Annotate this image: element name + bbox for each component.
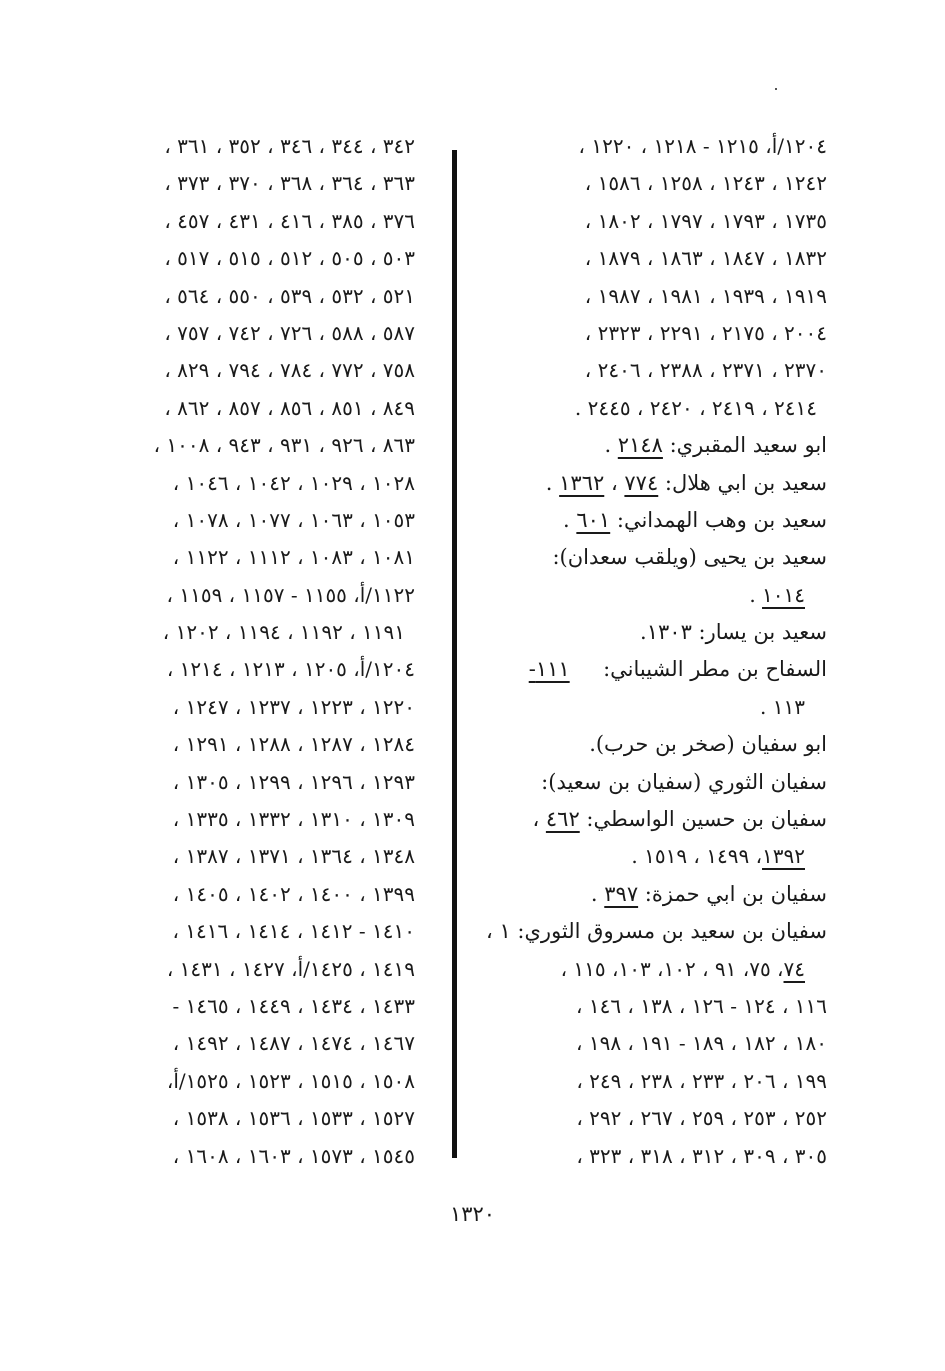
index-line: ٢٠٠٤ ، ٢١٧٥ ، ٢٢٩١ ، ٢٣٢٣ ،: [584, 320, 827, 345]
index-line: ١٥٤٥ ، ١٥٧٣ ، ١٦٠٣ ، ١٦٠٨ ،: [172, 1143, 415, 1168]
index-line: ٥٨٧ ، ٥٨٨ ، ٧٢٦ ، ٧٤٢ ، ٧٥٧ ،: [164, 320, 415, 345]
index-line: ١٩٩ ، ٢٠٦ ، ٢٣٣ ، ٢٣٨ ، ٢٤٩ ،: [576, 1068, 827, 1093]
index-line: ١٥٠٨ ، ١٥١٥ ، ١٥٢٣ ، ١٥٢٥/أ،: [166, 1068, 415, 1093]
index-line: ١٠٨١ ، ١٠٨٣ ، ١١١٢ ، ١١٢٢ ،: [172, 545, 415, 570]
index-line: ١٨٠ ، ١٨٢ ، ١٨٩ - ١٩١ ، ١٩٨ ،: [576, 1031, 827, 1056]
index-line: ١٧٣٥ ، ١٧٩٣ ، ١٧٩٧ ، ١٨٠٢ ،: [584, 208, 827, 233]
ref-list: ، ٧٥، ٩١ ، ١٠٢، ١٠٣، ١١٥ ،: [560, 956, 784, 981]
index-line: ١٨٣٢ ، ١٨٤٧ ، ١٨٦٣ ، ١٨٧٩ ،: [584, 246, 827, 271]
entry-said-wahb: سعيد بن وهب الهمداني: ٦٠١ .: [563, 507, 827, 532]
index-line: ١٢٤٢ ، ١٢٤٣ ، ١٢٥٨ ، ١٥٨٦ ،: [584, 171, 827, 196]
index-line: ١١٩١ ، ١١٩٢ ، ١١٩٤ ، ١٢٠٢ ،: [162, 620, 405, 645]
index-line: ٣٧٦ ، ٣٨٥ ، ٤١٦ ، ٤٣١ ، ٤٥٧ ،: [164, 208, 415, 233]
entry-said-abi-hilal: سعيد بن ابي هلال: ٧٧٤ ، ١٣٦٢ .: [545, 470, 827, 495]
underlined-ref: ١٠١٤: [762, 582, 805, 607]
index-line: ١٤١٠ - ١٤١٢ ، ١٤١٤ ، ١٤١٦ ،: [172, 919, 415, 944]
entry-sufyan-thawri: سفيان الثوري (سفيان بن سعيد):: [541, 769, 827, 794]
index-line: ١٤١٩ ، ١٤٢٥/أ، ١٤٢٧ ، ١٤٣١ ،: [166, 956, 415, 981]
index-line: ١٢٩٣ ، ١٢٩٦ ، ١٢٩٩ ، ١٣٠٥ ،: [172, 769, 415, 794]
underlined-ref: ١٣٦٢: [559, 470, 605, 495]
underlined-ref: ٤٦٢: [545, 807, 580, 832]
entry-name: سفيان بن ابي حمزة:: [638, 881, 827, 906]
entry-saffah-cont: ١١٣ .: [760, 694, 805, 719]
underlined-ref: ٣٩٧: [604, 881, 639, 906]
column-divider: [452, 150, 457, 1158]
index-line: ١٤٣٣ ، ١٤٣٤ ، ١٤٤٩ ، ١٤٦٥ -: [172, 993, 415, 1018]
underlined-ref: ٧٧٤: [624, 470, 659, 495]
index-line: ٣٤٢ ، ٣٤٤ ، ٣٤٦ ، ٣٥٢ ، ٣٦١ ،: [164, 134, 415, 158]
index-line: ١٣٤٨ ، ١٣٦٤ ، ١٣٧١ ، ١٣٨٧ ،: [172, 844, 415, 869]
entry-saffah: [467, 651, 827, 688]
entry-name: سفيان بن حسين الواسطي:: [579, 807, 827, 832]
index-line: ١٠٢٨ ، ١٠٢٩ ، ١٠٤٢ ، ١٠٤٦ ،: [172, 470, 415, 495]
index-line: ١١٦ ، ١٢٤ - ١٢٦ ، ١٣٨ ، ١٤٦ ،: [576, 993, 827, 1018]
right-column: [467, 128, 827, 1175]
underlined-ref: ١٣٩٢: [762, 844, 805, 869]
entry-sufyan-wasiti-cont: [467, 838, 827, 875]
index-line: ٨٦٣ ، ٩٢٦ ، ٩٣١ ، ٩٤٣ ، ١٠٠٨ ،: [153, 433, 415, 458]
underlined-ref: ٧٤: [783, 956, 805, 981]
entry-said-maqburi: ابو سعيد المقبري: ٢١٤٨ .: [604, 433, 827, 458]
underlined-ref: ٢١٤٨: [617, 433, 663, 458]
entry-said-yahya: سعيد بن يحيى (ويلقب سعدان):: [552, 545, 827, 570]
entry-sufyan-masruq-cont: [467, 951, 827, 988]
index-line: ١٤٦٧ ، ١٤٧٤ ، ١٤٨٧ ، ١٤٩٢ ،: [172, 1031, 415, 1056]
index-line: ٢٥٢ ، ٢٥٣ ، ٢٥٩ ، ٢٦٧ ، ٢٩٢ ،: [576, 1106, 827, 1131]
entry-name: سعيد بن وهب الهمداني:: [610, 507, 827, 532]
entry-said-yasar: سعيد بن يسار: ١٣٠٣.: [640, 620, 827, 645]
entry-abu-sufyan: ابو سفيان (صخر بن حرب).: [589, 732, 827, 757]
entry-name: سعيد بن ابي هلال:: [658, 470, 827, 495]
index-line: ٣٦٣ ، ٣٦٤ ، ٣٦٨ ، ٣٧٠ ، ٣٧٣ ،: [164, 171, 415, 196]
entry-sufyan-hamza: سفيان بن ابي حمزة: ٣٩٧ .: [590, 881, 827, 906]
index-line: ٢٤١٤ ، ٢٤١٩ ، ٢٤٢٠ ، ٢٤٤٥ .: [574, 395, 817, 420]
entry-sufyan-masruq: سفيان بن سعيد بن مسروق الثوري: ١ ،: [486, 919, 827, 944]
index-line: ٢٣٧٠ ، ٢٣٧١ ، ٢٣٨٨ ، ٢٤٠٦ ،: [584, 358, 827, 383]
entry-sufyan-wasiti: سفيان بن حسين الواسطي: ٤٦٢ ،: [532, 807, 827, 832]
index-line: ١٠٥٣ ، ١٠٦٣ ، ١٠٧٧ ، ١٠٧٨ ،: [172, 507, 415, 532]
ref-list: ، ١٤٩٩ ، ١٥١٩ .: [631, 844, 763, 869]
index-line: ١٩١٩ ، ١٩٣٩ ، ١٩٨١ ، ١٩٨٧ ،: [584, 283, 827, 308]
index-line: ١١٢٢/أ، ١١٥٥ - ١١٥٧ ، ١١٥٩ ،: [166, 582, 415, 607]
index-line: ٨٤٩ ، ٨٥١ ، ٨٥٦ ، ٨٥٧ ، ٨٦٢ ،: [164, 395, 415, 420]
entry-said-yahya-cont: ١٠١٤ .: [749, 582, 805, 607]
index-line: ١٢٠٤/أ، ١٢٠٥ ، ١٢١٣ ، ١٢١٤ ،: [166, 657, 415, 682]
underlined-ref: ٦٠١: [576, 507, 611, 532]
page-number: ١٣٢٠: [449, 1202, 496, 1226]
index-line: ١٢٨٤ ، ١٢٨٧ ، ١٢٨٨ ، ١٢٩١ ،: [172, 732, 415, 757]
index-line: ١٥٢٧ ، ١٥٣٣ ، ١٥٣٦ ، ١٥٣٨ ،: [172, 1106, 415, 1131]
left-column: [85, 128, 415, 1175]
index-line: ١٢٢٠ ، ١٢٢٣ ، ١٢٣٧ ، ١٢٤٧ ،: [172, 694, 415, 719]
index-line: ٧٥٨ ، ٧٧٢ ، ٧٨٤ ، ٧٩٤ ، ٨٢٩ ،: [164, 358, 415, 383]
entry-name: ابو سعيد المقبري:: [662, 433, 827, 458]
print-speck: [775, 88, 777, 90]
entry-name: السفاح بن مطر الشيباني:: [603, 657, 827, 682]
index-line: ١٢٠٤/أ، ١٢١٥ - ١٢١٨ ، ١٢٢٠ ،: [578, 134, 827, 158]
index-line: ١٣٩٩ ، ١٤٠٠ ، ١٤٠٢ ، ١٤٠٥ ،: [172, 881, 415, 906]
index-line: ٥٢١ ، ٥٣٢ ، ٥٣٩ ، ٥٥٠ ، ٥٦٤ ،: [164, 283, 415, 308]
index-line: ٣٠٥ ، ٣٠٩ ، ٣١٢ ، ٣١٨ ، ٣٢٣ ،: [576, 1143, 827, 1168]
index-line: ١٣٠٩ ، ١٣١٠ ، ١٣٣٢ ، ١٣٣٥ ،: [172, 807, 415, 832]
underlined-ref: ١١١-: [528, 657, 570, 682]
index-line: ٥٠٣ ، ٥٠٥ ، ٥١٢ ، ٥١٥ ، ٥١٧ ،: [164, 246, 415, 271]
